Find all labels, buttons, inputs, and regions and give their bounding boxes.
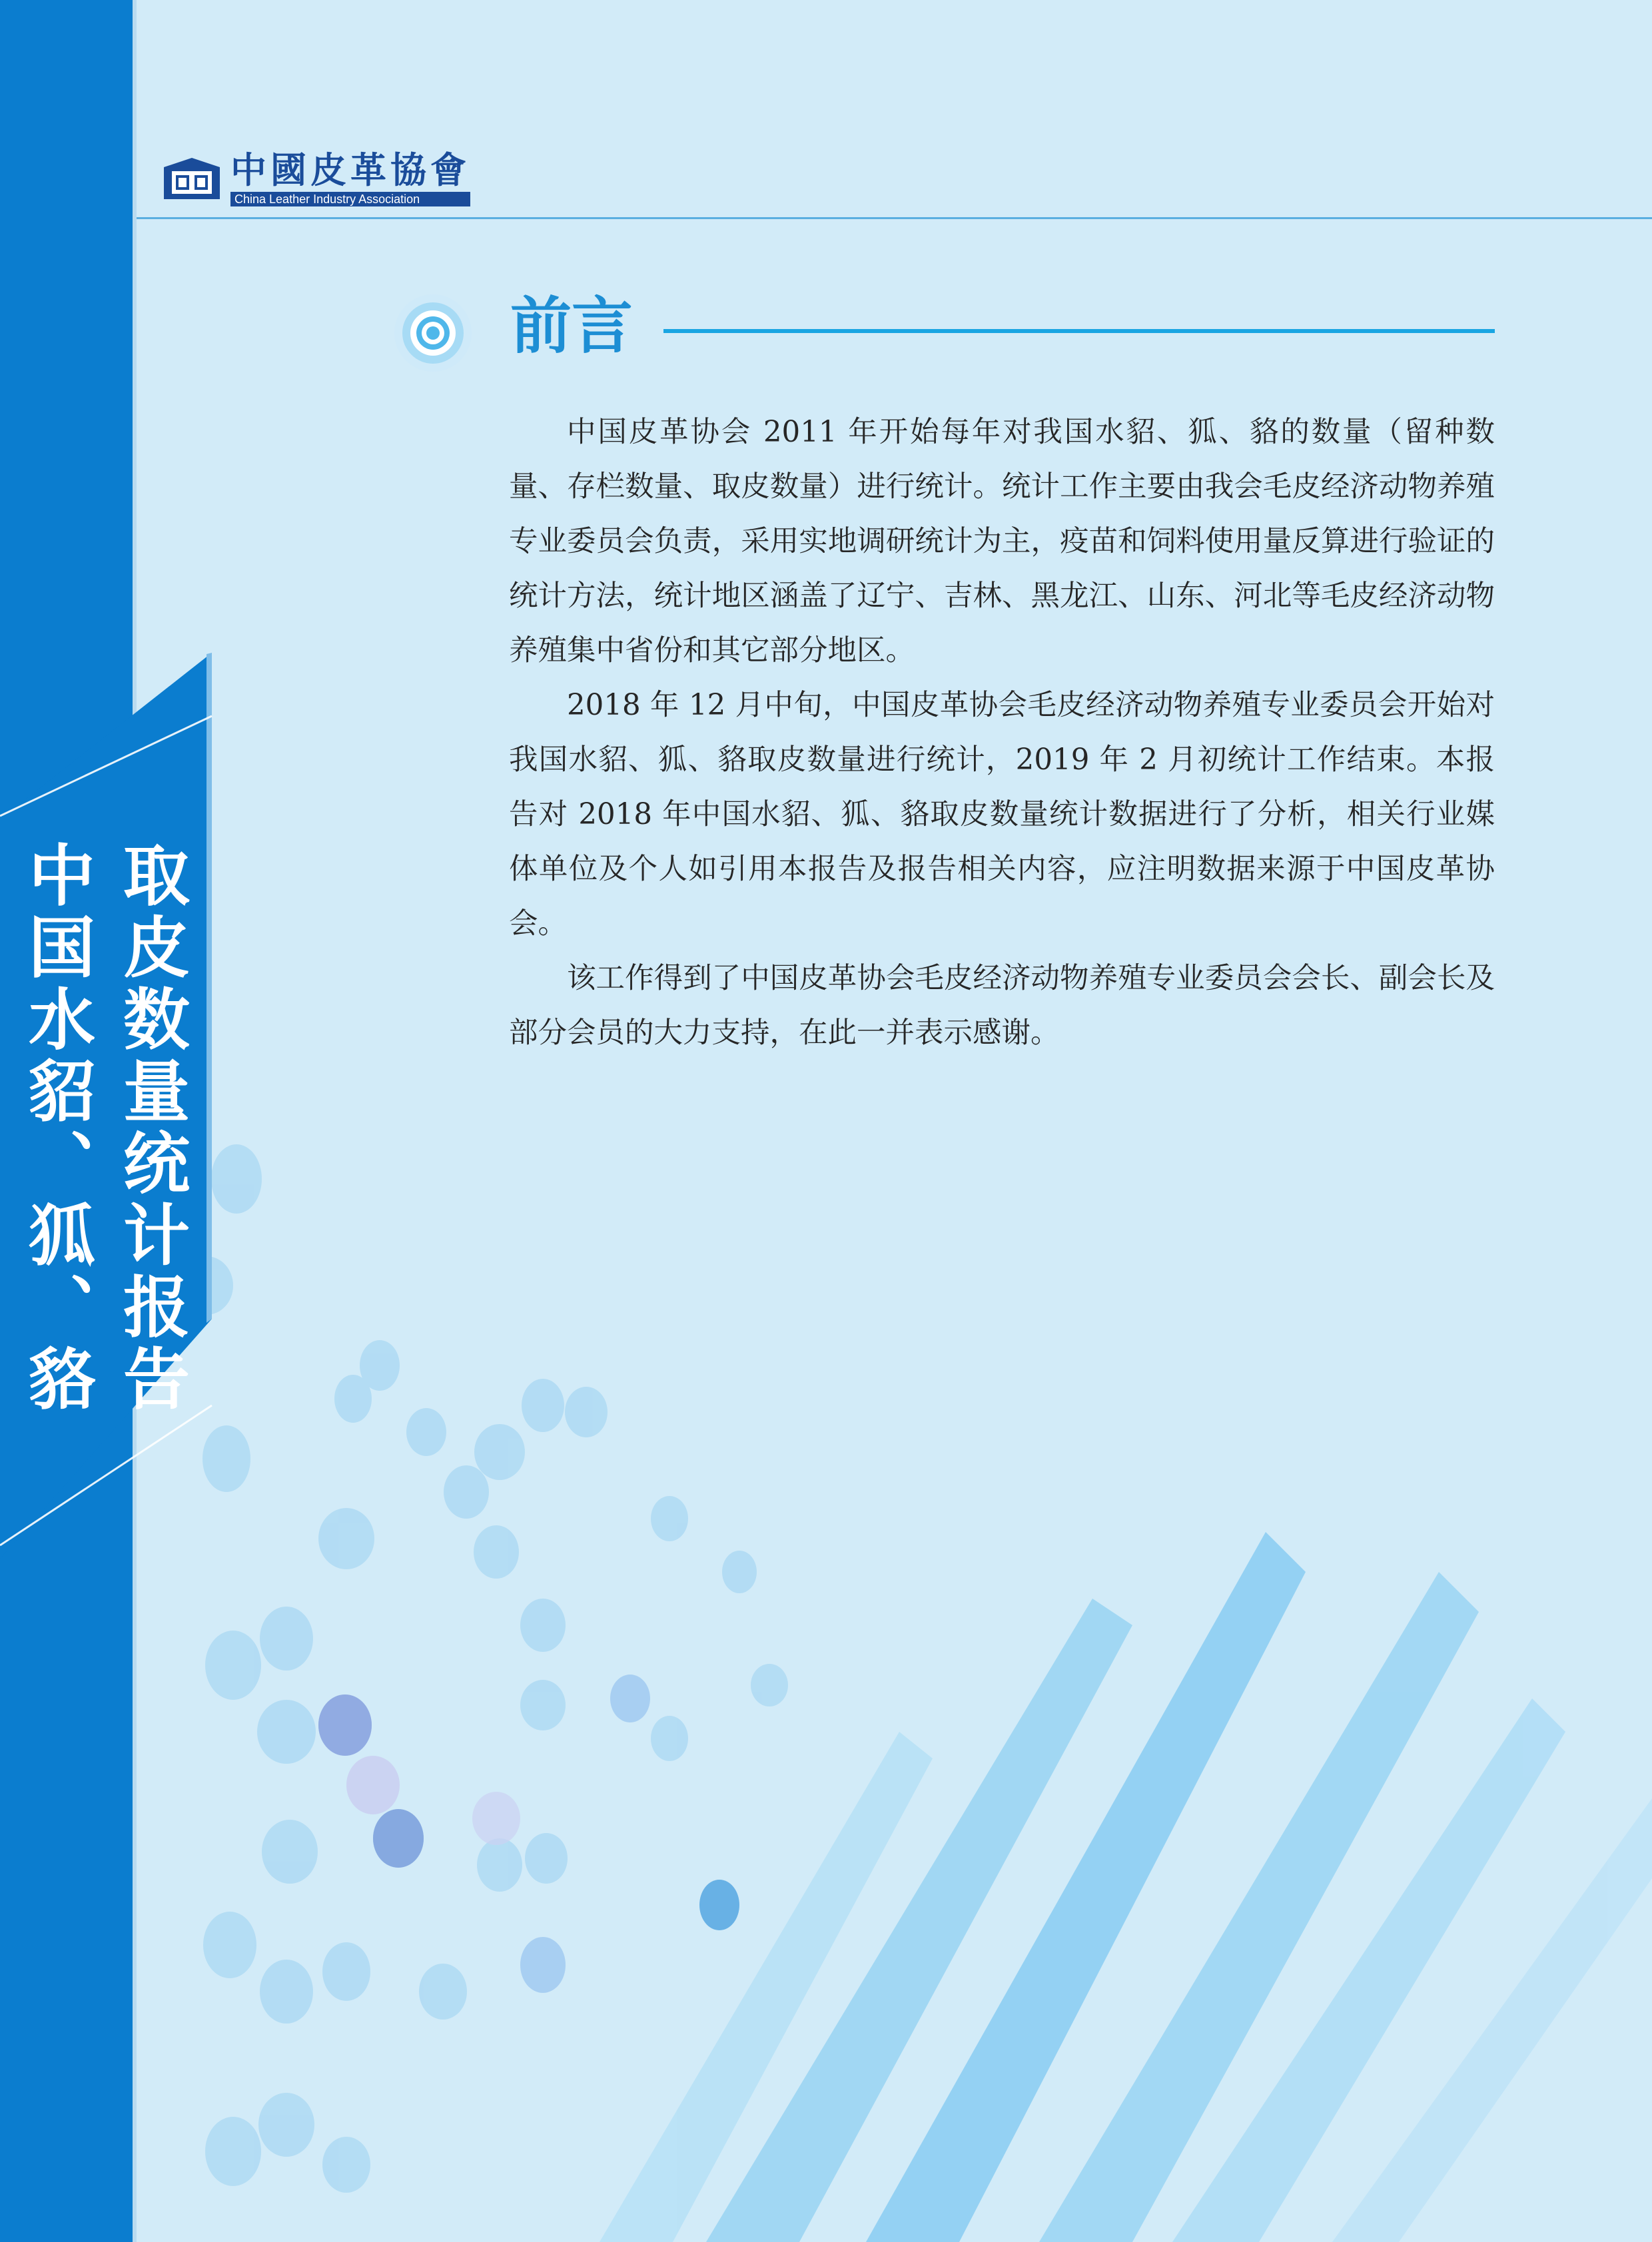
org-logo: [160, 151, 470, 206]
title-rule: [663, 329, 1495, 333]
preface-body: [509, 405, 1495, 1060]
org-name-cn: 中國皮革協會: [230, 149, 470, 191]
report-title-vertical: [0, 841, 206, 1416]
paragraph: 该工作得到了中国皮革协会毛皮经济动物养殖专业委员会会长、副会长及部分会员的大力支持，在此一并表示感谢。: [509, 962, 1495, 1050]
org-name-en: China Leather Industry Association: [230, 192, 470, 206]
org-emblem-icon: [160, 155, 224, 202]
header-rule: [137, 217, 1652, 219]
report-title-line-2: 中国水貂、狐、貉: [17, 841, 95, 1416]
paragraph: 中国皮革协会 2011 年开始每年对我国水貂、狐、貉的数量（留种数量、存栏数量、取皮数量）进行统计。统计工作主要由我会毛皮经济动物养殖专业委员会负责，采用实地调研统计为主，疫苗和饲料使用量反算进行验证的统计方法，统计地区涵盖了辽宁、吉林、黑龙江、山东、河北等毛皮经济动物养殖集中省份和其它部分地区。: [509, 416, 1495, 667]
paragraph: 2018 年 12 月中旬，中国皮革协会毛皮经济动物养殖专业委员会开始对我国水貂、狐、貉取皮数量进行统计，2019 年 2 月初统计工作结束。本报告对 2018 年中国水貂、狐、貉取皮数量统计数据进行了分析，相关行业媒体单位及个人如引用本报告及报告相关内容，应注明数据来源于中国皮革协会。: [509, 689, 1495, 940]
target-circle-icon: [393, 293, 473, 373]
section-title: 前言: [510, 290, 633, 362]
report-title-line-1: 取皮数量统计报告: [112, 841, 190, 1416]
